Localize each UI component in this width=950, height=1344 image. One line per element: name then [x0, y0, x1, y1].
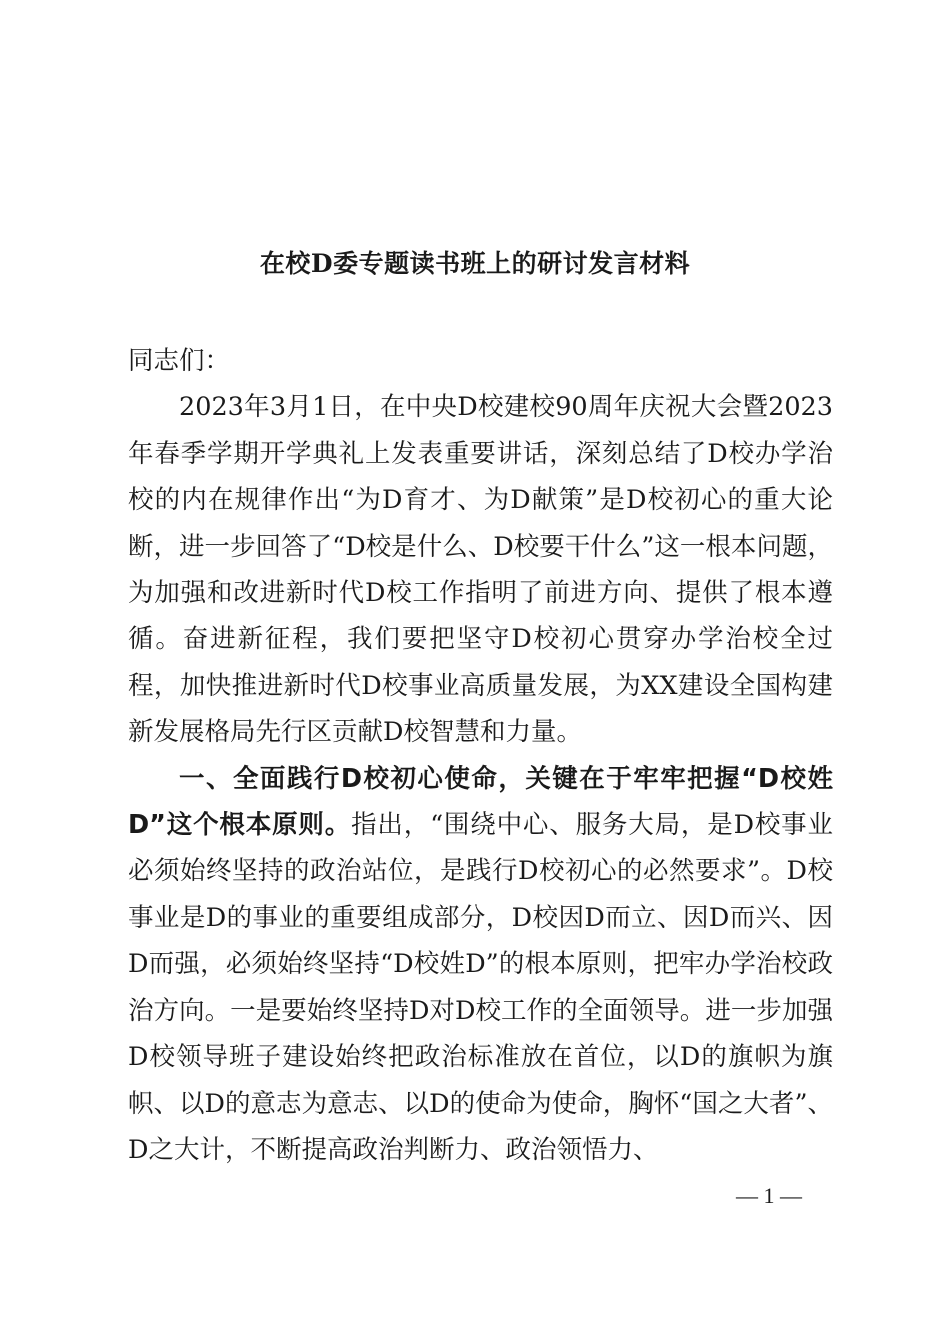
document-body: [128, 338, 833, 1173]
document-title: 在校D委专题读书班上的研讨发言材料: [259, 249, 691, 278]
section-1-body: 指出，“围绕中心、服务大局，是D校事业必须始终坚持的政治站位，是践行D校初心的必然要求”。D校事业是D的事业的重要组成部分，D校因D而立、因D而兴、因D而强，必须始终坚持“D校姓D”的根本原则，把牢办学治校政治方向。一是要始终坚持D对D校工作的全面领导。进一步加强D校领导班子建设始终把政治标准放在首位，以D的旗帜为旗帜、以D的意志为意志、以D的使命为使命，胸怀“国之大者”、D之大计，不断提高政治判断力、政治领悟力、: [128, 810, 833, 1165]
salutation: 同志们：: [128, 346, 231, 376]
paragraph-section-1: [128, 756, 833, 1174]
page-number: — 1 —: [736, 1183, 802, 1208]
paragraph-intro: 2023年3月1日，在中央D校建校90周年庆祝大会暨2023年春季学期开学典礼上发表重要讲话，深刻总结了D校办学治校的内在规律作出“为D育才、为D献策”是D校初心的重大论断，进一步回答了“D校是什么、D校要干什么”这一根本问题，为加强和改进新时代D校工作指明了前进方向、提供了根本遵循。奋进新征程，我们要把坚守D校初心贯穿办学治校全过程，加快推进新时代D校事业高质量发展，为XX建设全国构建新发展格局先行区贡献D校智慧和力量。: [128, 392, 833, 748]
section-1-heading: 一、全面践行D校初心使命，关键在于牢牢把握“D校姓D”这个根本原则。: [128, 763, 833, 841]
